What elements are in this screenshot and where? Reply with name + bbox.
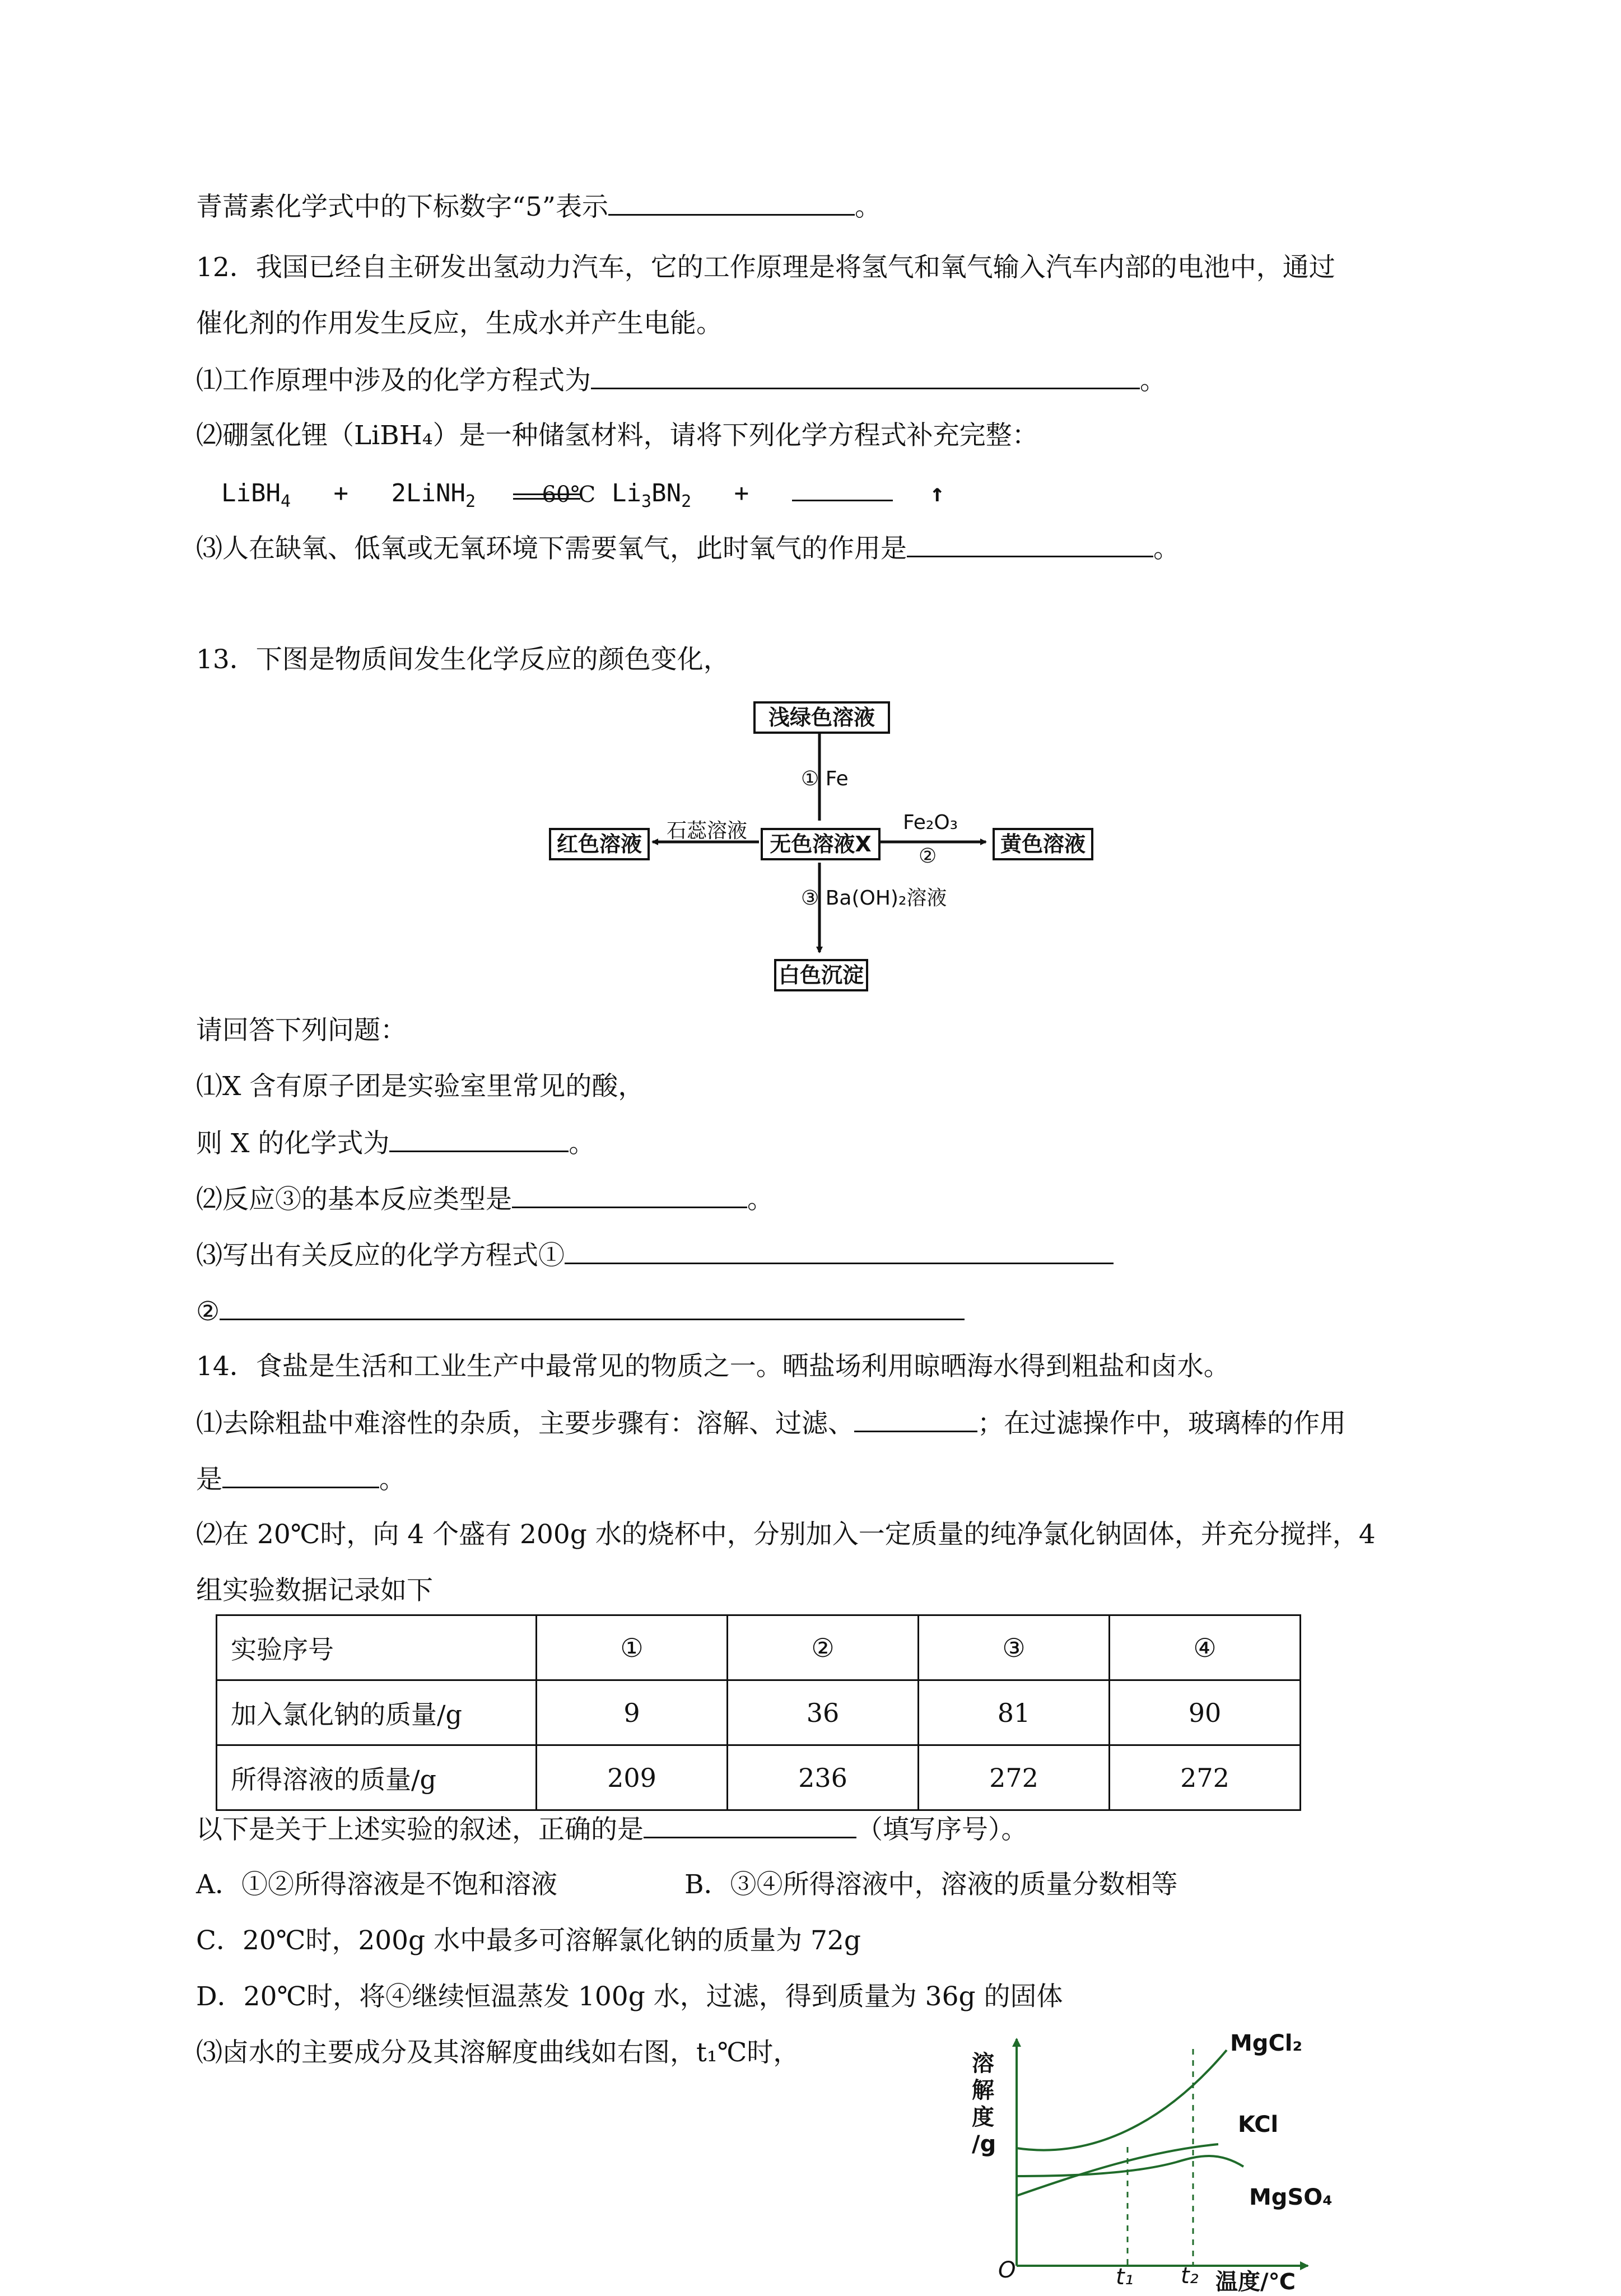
box-colorless-solution-x: 无色溶液X: [761, 828, 881, 860]
box-yellow-solution: 黄色溶液: [993, 828, 1093, 860]
q13-part1a: ⑴X 含有原子团是实验室里常见的酸，: [196, 1071, 645, 1102]
table-cell: 9: [537, 1680, 728, 1745]
table-cell: 209: [537, 1745, 728, 1810]
table-cell: 加入氯化钠的质量/g: [217, 1680, 537, 1745]
label-t2: t₂: [1181, 2263, 1199, 2289]
q12-equation: LiBH$_4$ + 2LiNH$_2$ 60℃ $Li_3BN_2$ + ↑: [221, 475, 945, 519]
q14-option-b: B．③④所得溶液中，溶液的质量分数相等: [684, 1869, 1178, 1900]
q13-part1b: 则 X 的化学式为 。: [196, 1126, 595, 1161]
q14-stem: 14．食盐是生活和工业生产中最常见的物质之一。晒盐场利用晾晒海水得到粗盐和卤水。: [196, 1351, 1230, 1382]
label-litmus: 石蕊溶液: [667, 819, 748, 842]
mgso4-curve: [1017, 2156, 1243, 2176]
table-cell: 272: [1110, 1745, 1301, 1810]
table-cell: 81: [919, 1680, 1110, 1745]
q14-part2b: 组实验数据记录如下: [196, 1575, 433, 1606]
graph-ylabel: 溶 解 度 /g: [972, 2051, 996, 2157]
reaction-condition: 60℃: [513, 477, 597, 510]
q13-stem: 13．下图是物质间发生化学反应的颜色变化，: [196, 644, 730, 675]
label-baoh2: ③ Ba(OH)₂溶液: [801, 887, 947, 910]
q12-part3: ⑶人在缺氧、低氧或无氧环境下需要氧气，此时氧气的作用是 。: [196, 531, 1180, 566]
q13-part3b: ②: [196, 1294, 965, 1329]
q13-ask: 请回答下列问题：: [196, 1015, 407, 1046]
q14-part1c: 是 。: [196, 1462, 406, 1497]
q12-stem-line1: 12．我国已经自主研发出氢动力汽车，它的工作原理是将氢气和氧气输入汽车内部的电池中，通过: [196, 252, 1335, 283]
box-red-solution: 红色溶液: [549, 828, 650, 860]
label-t1: t₁: [1116, 2264, 1134, 2290]
table-cell: 90: [1110, 1680, 1301, 1745]
table-cell: 236: [728, 1745, 919, 1810]
q12-part2: ⑵硼氢化锂（LiBH₄）是一种储氢材料，请将下列化学方程式补充完整：: [196, 420, 1038, 451]
label-fe: ① Fe: [801, 767, 849, 790]
table-cell: 所得溶液的质量/g: [217, 1745, 537, 1810]
q13-part2: ⑵反应③的基本反应类型是 。: [196, 1182, 774, 1217]
q12-stem-line2: 催化剂的作用发生反应，生成水并产生电能。: [196, 308, 723, 339]
table-cell: 实验序号: [217, 1615, 537, 1680]
q14-option-c: C．20℃时，200g 水中最多可溶解氯化钠的质量为 72g: [196, 1925, 861, 1956]
box-light-green-solution: 浅绿色溶液: [753, 701, 890, 734]
label-mgso4: MgSO₄: [1249, 2185, 1333, 2210]
label-fe2o3: Fe₂O₃: [903, 811, 958, 834]
box-white-precipitate: 白色沉淀: [774, 959, 868, 991]
q14-question-intro: 以下是关于上述实验的叙述，正确的是 （填写序号）。: [196, 1812, 1028, 1847]
q13-part3: ⑶写出有关反应的化学方程式①: [196, 1238, 1114, 1273]
q14-part3: ⑶卤水的主要成分及其溶解度曲线如右图，t₁℃时，: [196, 2037, 800, 2068]
label-mgcl2: MgCl₂: [1230, 2030, 1303, 2056]
table-cell: 272: [919, 1745, 1110, 1810]
q14-part2a: ⑵在 20℃时，向 4 个盛有 200g 水的烧杯中，分别加入一定质量的纯净氯化钠固体，并充分搅拌，4: [196, 1519, 1376, 1550]
label-reaction-2: ②: [919, 845, 937, 868]
q14-option-d: D．20℃时，将④继续恒温蒸发 100g 水，过滤，得到质量为 36g 的固体: [196, 1981, 1063, 2012]
q14-part1a: ⑴去除粗盐中难溶性的杂质，主要步骤有：溶解、过滤、 ；在过滤操作中，玻璃棒的作用: [196, 1406, 1346, 1441]
table-cell: ④: [1110, 1615, 1301, 1680]
label-kcl: KCl: [1238, 2112, 1279, 2137]
table-cell: ①: [537, 1615, 728, 1680]
mgcl2-curve: [1017, 2050, 1227, 2150]
table-cell: 36: [728, 1680, 919, 1745]
table-cell: ③: [919, 1615, 1110, 1680]
q11-tail: 青蒿素化学式中的下标数字“5”表示 。: [196, 189, 881, 224]
graph-origin: O: [998, 2257, 1016, 2283]
kcl-curve: [1017, 2144, 1218, 2196]
graph-xlabel: 温度/℃: [1215, 2269, 1296, 2295]
q14-option-a: A．①②所得溶液是不饱和溶液: [196, 1869, 557, 1900]
q12-part1: ⑴工作原理中涉及的化学方程式为 。: [196, 363, 1166, 398]
table-cell: ②: [728, 1615, 919, 1680]
